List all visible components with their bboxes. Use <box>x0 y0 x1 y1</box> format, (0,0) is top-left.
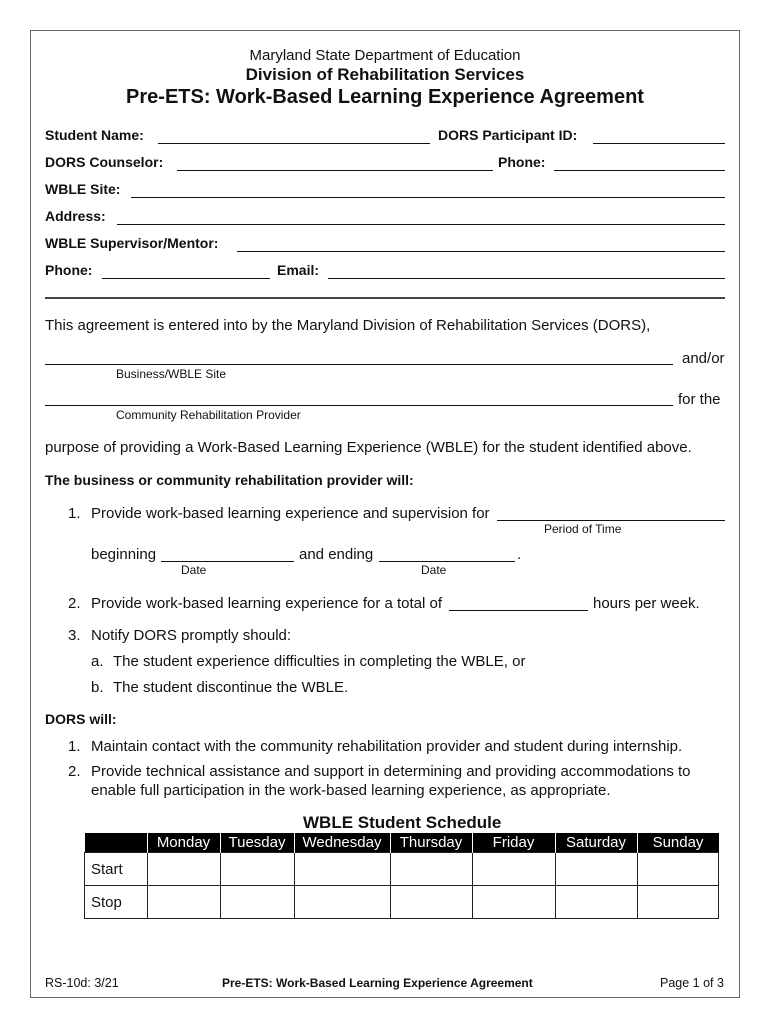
schedule-cell[interactable] <box>555 886 637 919</box>
provider-item3: Notify DORS promptly should: <box>91 627 292 644</box>
schedule-cell[interactable] <box>472 886 555 919</box>
dors-heading: DORS will: <box>45 711 117 727</box>
participant-id-label: DORS Participant ID: <box>438 127 578 143</box>
address-field[interactable] <box>117 224 725 225</box>
form-code: RS-10d: 3/21 <box>45 976 119 990</box>
phone2-field[interactable] <box>102 278 270 279</box>
provider-item2: Provide work-based learning experience for a total of <box>91 595 443 612</box>
day-header: Wednesday <box>294 833 390 853</box>
schedule-row-start <box>85 853 719 886</box>
provider-item3-number: 3. <box>68 627 81 644</box>
day-header: Thursday <box>390 833 472 853</box>
schedule-cell[interactable] <box>294 853 390 886</box>
provider-item2-number: 2. <box>68 595 81 612</box>
day-header: Tuesday <box>220 833 294 853</box>
period-caption: Period of Time <box>544 522 622 536</box>
purpose-text: purpose of providing a Work-Based Learning Experience (WBLE) for the student identified above. <box>45 439 692 456</box>
crp-field[interactable] <box>45 405 673 406</box>
schedule-cell[interactable] <box>220 853 294 886</box>
schedule-cell[interactable] <box>472 853 555 886</box>
schedule-cell[interactable] <box>220 886 294 919</box>
row-label: Start <box>85 853 148 886</box>
dors-item2-number: 2. <box>68 763 81 780</box>
counselor-field[interactable] <box>177 170 493 171</box>
schedule-cell[interactable] <box>147 853 220 886</box>
provider-item3b: The student discontinue the WBLE. <box>113 679 349 696</box>
hours-field[interactable] <box>449 610 588 611</box>
dors-item2-line1: Provide technical assistance and support in determining and providing accommodations to <box>91 763 691 780</box>
andor-text: and/or <box>682 350 725 367</box>
footer-title: Pre-ETS: Work-Based Learning Experience Agreement <box>222 976 533 990</box>
and-ending-text: and ending <box>299 546 374 563</box>
day-header: Friday <box>472 833 555 853</box>
schedule-cell[interactable] <box>555 853 637 886</box>
day-header: Monday <box>147 833 220 853</box>
period-field[interactable] <box>497 520 725 521</box>
agreement-intro: This agreement is entered into by the Maryland Division of Rehabilitation Services (DORS), <box>45 317 651 334</box>
provider-heading: The business or community rehabilitation provider will: <box>45 472 414 488</box>
dors-item2-line2: enable full participation in the work-based learning experience, as appropriate. <box>91 782 611 799</box>
business-caption: Business/WBLE Site <box>116 367 227 381</box>
provider-item3a: The student experience difficulties in completing the WBLE, or <box>113 653 526 670</box>
provider-item3a-letter: a. <box>91 653 104 670</box>
supervisor-field[interactable] <box>237 251 725 252</box>
schedule-corner <box>85 833 148 853</box>
schedule-cell[interactable] <box>637 886 719 919</box>
phone2-label: Phone: <box>45 262 93 278</box>
division-name: Division of Rehabilitation Services <box>245 65 525 84</box>
hours-text: hours per week. <box>593 595 700 612</box>
page-title: Pre-ETS: Work-Based Learning Experience Agreement <box>126 86 644 108</box>
phone-field[interactable] <box>554 170 725 171</box>
supervisor-label: WBLE Supervisor/Mentor: <box>45 235 219 251</box>
student-name-field[interactable] <box>158 143 430 144</box>
day-header: Saturday <box>555 833 637 853</box>
schedule-cell[interactable] <box>390 886 472 919</box>
period-end: . <box>517 546 522 563</box>
agency-name: Maryland State Department of Education <box>249 47 521 64</box>
crp-caption: Community Rehabilitation Provider <box>116 408 301 422</box>
provider-item1-number: 1. <box>68 505 81 522</box>
schedule-cell[interactable] <box>637 853 719 886</box>
schedule-header-row <box>85 833 719 853</box>
address-label: Address: <box>45 208 106 224</box>
begin-date-caption: Date <box>181 563 207 577</box>
wble-site-label: WBLE Site: <box>45 181 121 197</box>
row-label: Stop <box>85 886 148 919</box>
business-site-field[interactable] <box>45 364 673 365</box>
day-header: Sunday <box>637 833 719 853</box>
schedule-cell[interactable] <box>147 886 220 919</box>
wble-site-field[interactable] <box>131 197 725 198</box>
section-divider <box>45 297 725 299</box>
schedule-cell[interactable] <box>294 886 390 919</box>
dors-item1: Maintain contact with the community rehabilitation provider and student during internship. <box>91 738 683 755</box>
email-label: Email: <box>277 262 320 278</box>
dors-item1-number: 1. <box>68 738 81 755</box>
student-name-label: Student Name: <box>45 127 144 143</box>
page-number: Page 1 of 3 <box>660 976 724 990</box>
email-field[interactable] <box>328 278 725 279</box>
participant-id-field[interactable] <box>593 143 725 144</box>
provider-item1: Provide work-based learning experience and supervision for <box>91 505 490 522</box>
counselor-label: DORS Counselor: <box>45 154 164 170</box>
end-date-field[interactable] <box>379 561 515 562</box>
for-the-text: for the <box>678 391 721 408</box>
begin-date-field[interactable] <box>161 561 294 562</box>
schedule-title: WBLE Student Schedule <box>303 813 502 832</box>
schedule-row-stop <box>85 886 719 919</box>
beginning-text: beginning <box>91 546 157 563</box>
phone-label: Phone: <box>498 154 546 170</box>
schedule-table <box>84 833 719 919</box>
schedule-cell[interactable] <box>390 853 472 886</box>
end-date-caption: Date <box>421 563 447 577</box>
provider-item3b-letter: b. <box>91 679 104 696</box>
